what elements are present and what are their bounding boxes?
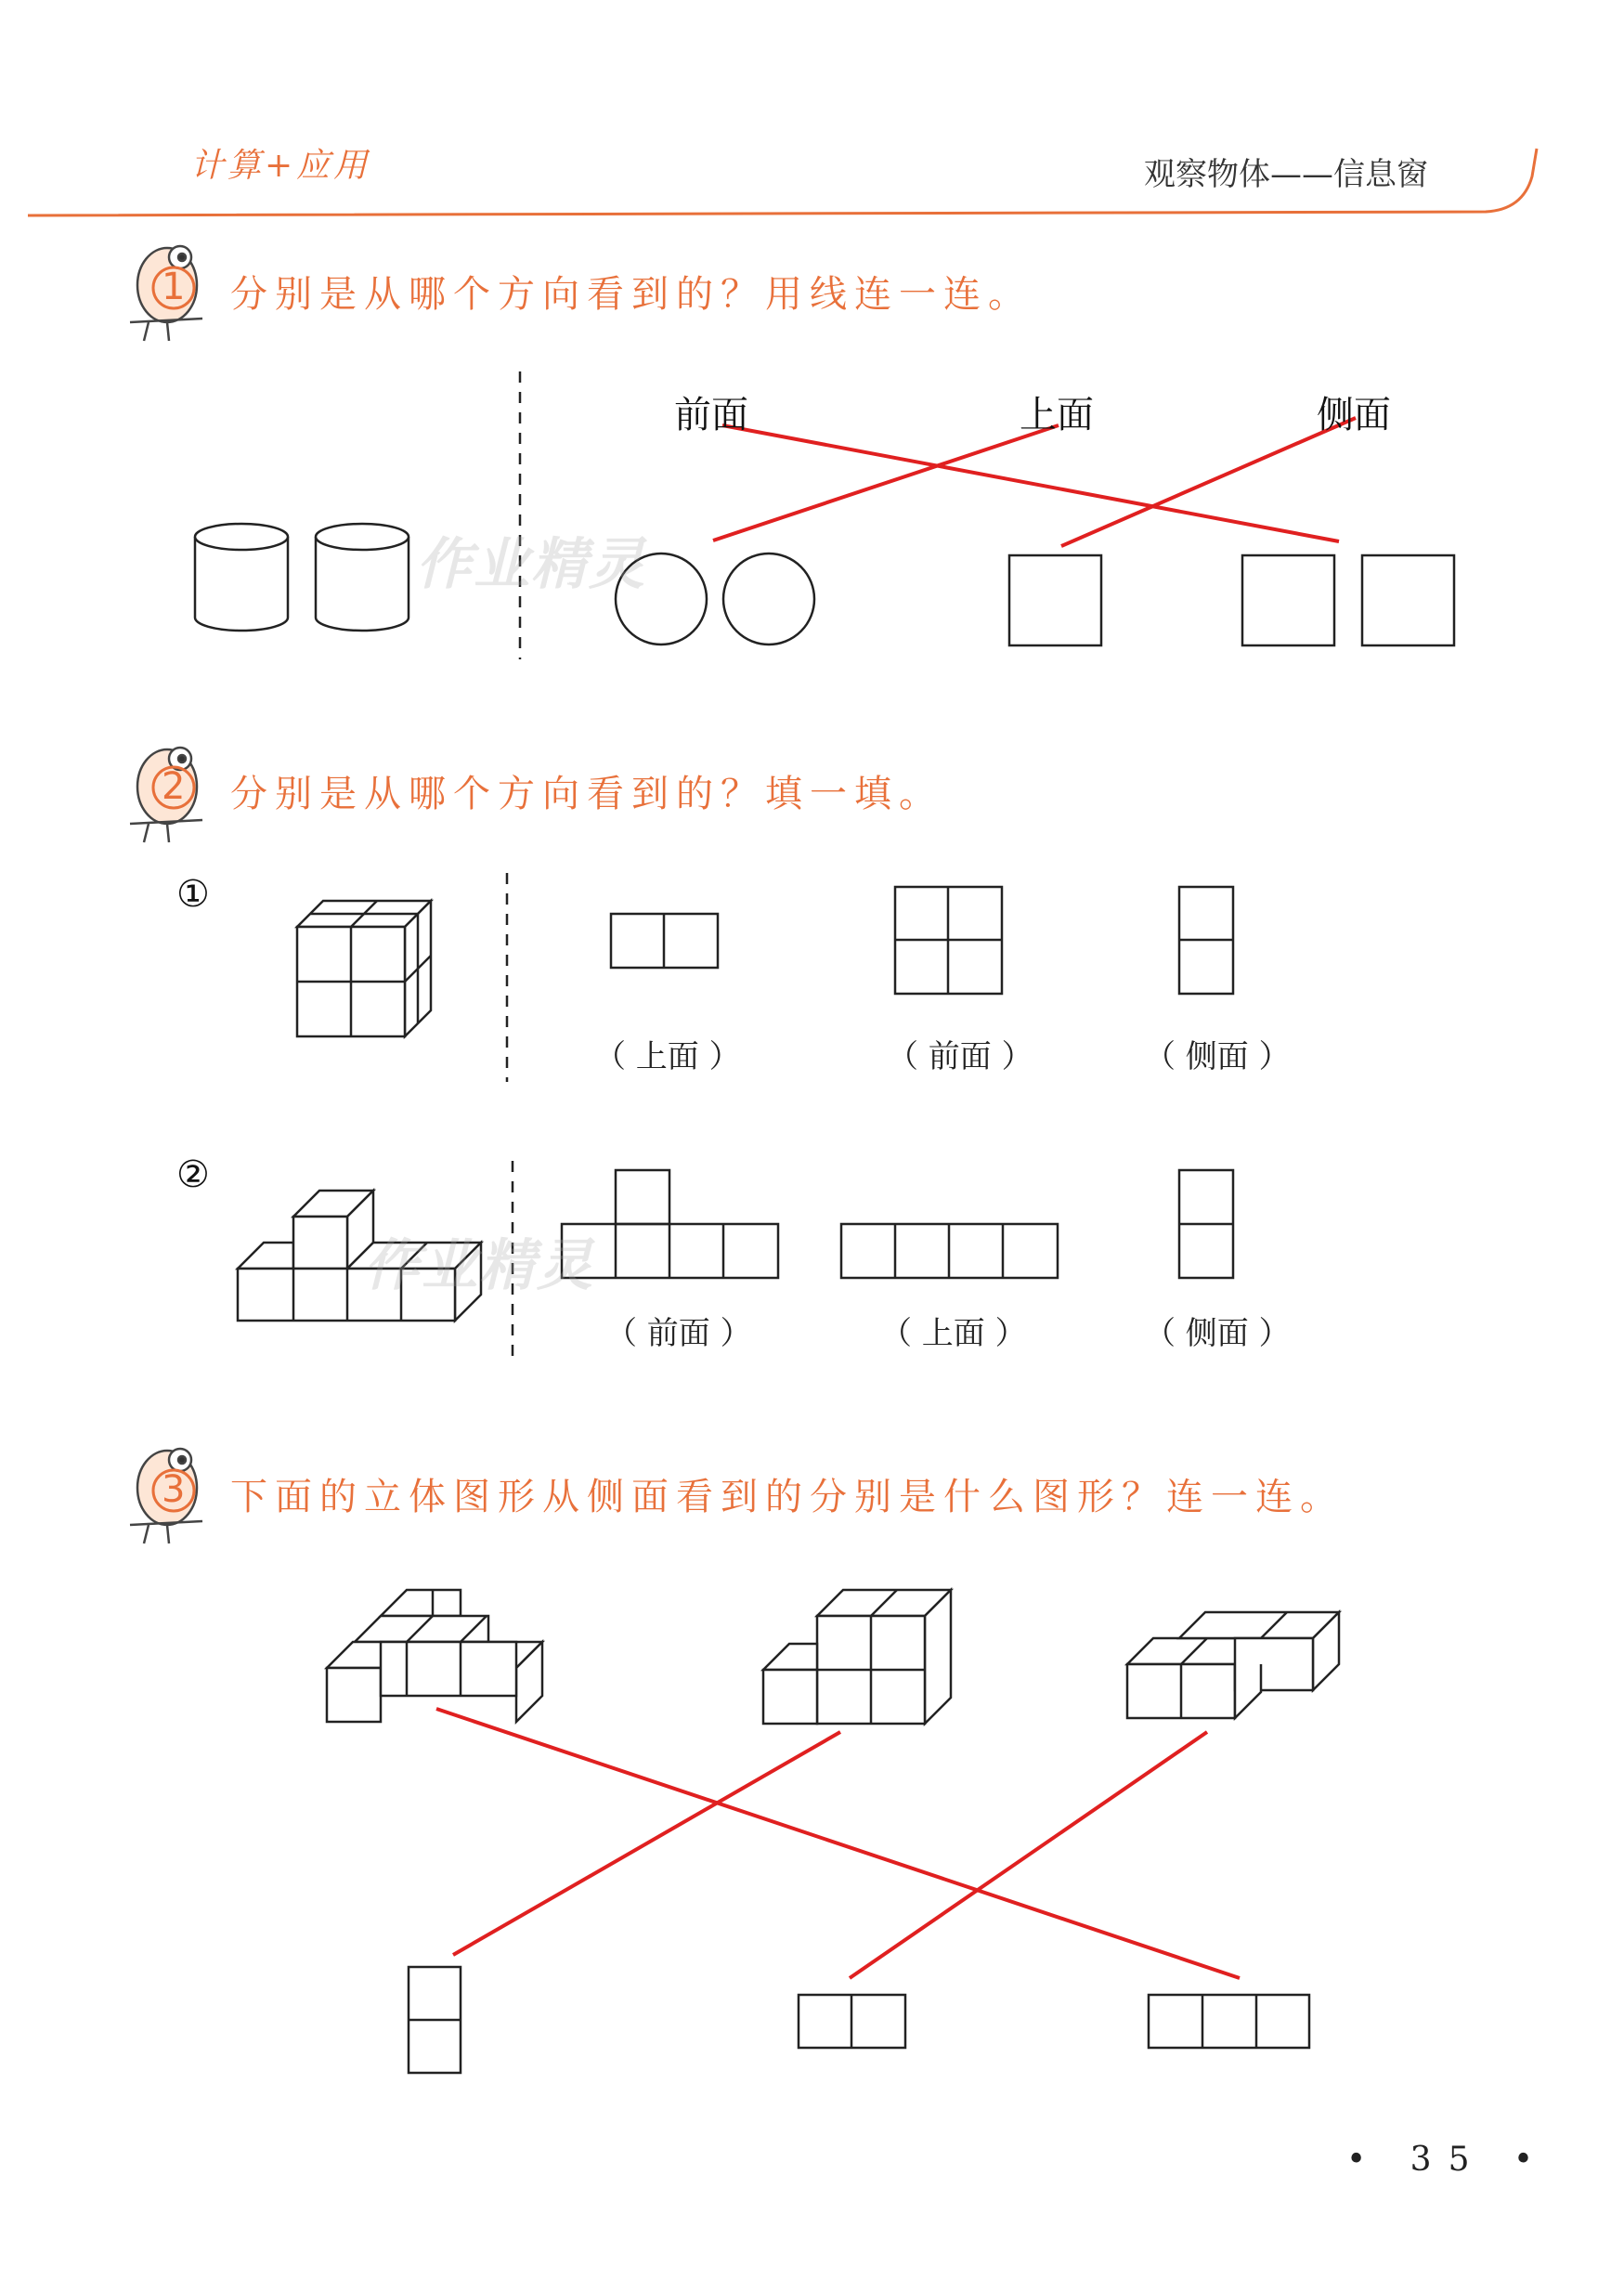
q2-sub1-answer-2: （ 前面 ）	[887, 1038, 1033, 1075]
header-right-title: 观察物体——信息窗	[1144, 156, 1428, 193]
q1-text: 分别是从哪个方向看到的？用线连一连。	[230, 273, 1033, 316]
q3-options	[409, 1967, 1309, 2073]
q2-views-1	[611, 887, 1233, 994]
q2-sub2-answer-1: （ 前面 ）	[605, 1315, 752, 1352]
q3-answer-lines	[436, 1709, 1240, 1978]
q2-sub1-answer-1: （ 上面 ）	[594, 1038, 741, 1075]
q3-shape-c	[1127, 1612, 1339, 1718]
q3-number: 3	[162, 1468, 193, 1511]
watermark: 作业精灵	[364, 1233, 594, 1298]
watermark: 作业精灵	[416, 532, 646, 597]
q2-sub1-marker: ①	[176, 873, 210, 916]
q2-sub2-answer-2: （ 上面 ）	[880, 1315, 1027, 1352]
q1-label-top: 上面	[1020, 394, 1094, 436]
page-number: • 35 •	[1346, 2141, 1551, 2179]
q1-label-front: 前面	[674, 394, 748, 436]
q1-number: 1	[162, 266, 193, 308]
q1-cylinders	[195, 524, 409, 631]
q2-sub2-marker: ②	[176, 1153, 210, 1196]
q2-text: 分别是从哪个方向看到的？填一填。	[230, 773, 943, 815]
q2-views-2	[562, 1170, 1233, 1278]
q3-shape-b	[763, 1590, 951, 1724]
q1-views	[616, 553, 1454, 645]
q2-sub2-answer-3: （ 侧面 ）	[1144, 1315, 1291, 1352]
q2-cube-stack-1	[297, 901, 431, 1036]
q3-shape-a	[327, 1590, 542, 1722]
q2-sub1-answer-3: （ 侧面 ）	[1144, 1038, 1291, 1075]
header-rule	[28, 149, 1537, 215]
q2-number: 2	[162, 765, 193, 808]
header-left-title: 计算+应用	[190, 147, 371, 185]
q3-text: 下面的立体图形从侧面看到的分别是什么图形？连一连。	[230, 1476, 1345, 1518]
q1-label-side: 侧面	[1317, 394, 1391, 436]
